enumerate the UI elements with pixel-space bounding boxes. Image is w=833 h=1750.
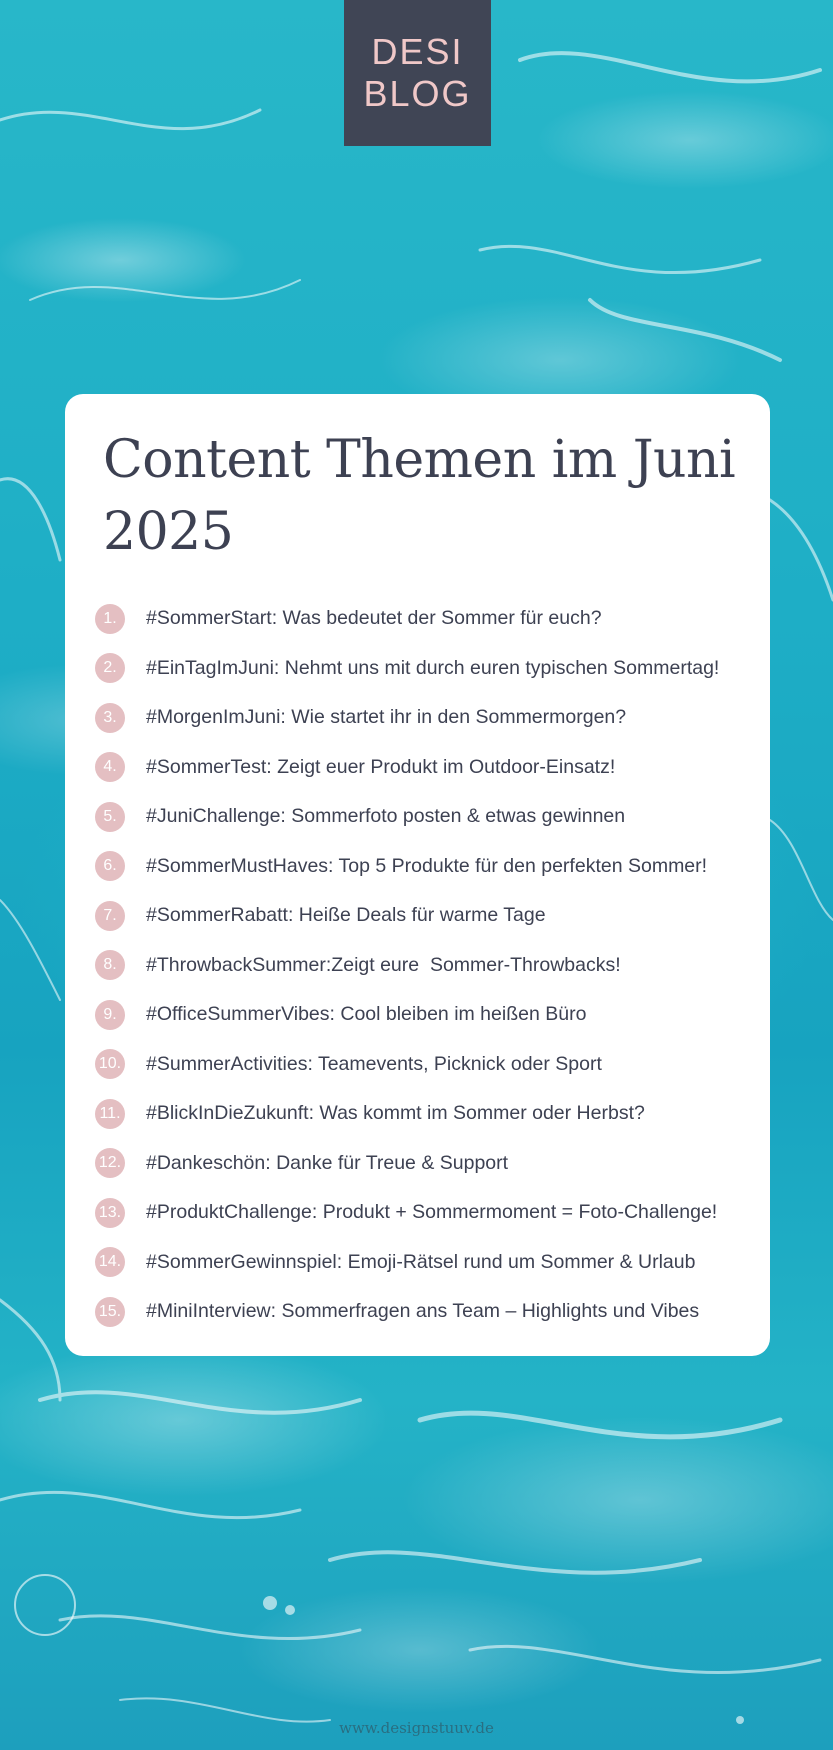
item-number-badge: 4.	[95, 752, 125, 782]
item-number-badge: 13.	[95, 1198, 125, 1228]
item-text: #SummerActivities: Teamevents, Picknick oder Sport	[146, 1052, 602, 1075]
logo-line-2: BLOG	[363, 73, 472, 114]
list-item	[95, 990, 719, 1040]
item-number-badge: 10.	[95, 1049, 125, 1079]
list-item	[95, 1188, 719, 1238]
item-text: #SommerStart: Was bedeutet der Sommer für euch?	[146, 607, 602, 630]
list-item	[95, 792, 719, 842]
list-item	[95, 1238, 719, 1288]
item-text: #EinTagImJuni: Nehmt uns mit durch euren typischen Sommertag!	[146, 656, 720, 679]
card-title: Content Themen im Juni 2025	[103, 430, 736, 562]
footer-url: www.designstuuv.de	[339, 1719, 494, 1737]
item-number-badge: 6.	[95, 851, 125, 881]
item-text: #MorgenImJuni: Wie startet ihr in den Sommermorgen?	[146, 706, 627, 729]
item-number-badge: 12.	[95, 1148, 125, 1178]
item-number-badge: 8.	[95, 950, 125, 980]
item-text: #MiniInterview: Sommerfragen ans Team – Highlights und Vibes	[146, 1300, 700, 1323]
list-item	[95, 1287, 719, 1337]
topic-list	[95, 594, 719, 1337]
item-text: #SommerRabatt: Heiße Deals für warme Tage	[146, 904, 546, 927]
list-item	[95, 842, 719, 892]
item-text: #ThrowbackSummer:Zeigt eure Sommer-Throwbacks!	[146, 953, 621, 976]
item-text: #OfficeSummerVibes: Cool bleiben im heißen Büro	[146, 1003, 587, 1026]
item-number-badge: 9.	[95, 1000, 125, 1030]
item-text: #JuniChallenge: Sommerfoto posten & etwas gewinnen	[146, 805, 626, 828]
item-text: #Dankeschön: Danke für Treue & Support	[146, 1151, 509, 1174]
list-item	[95, 1139, 719, 1189]
logo-line-1: DESI	[371, 31, 464, 72]
item-number-badge: 7.	[95, 901, 125, 931]
item-number-badge: 11.	[95, 1099, 125, 1129]
item-text: #BlickInDieZukunft: Was kommt im Sommer oder Herbst?	[146, 1102, 645, 1125]
list-item	[95, 644, 719, 694]
item-text: #SommerMustHaves: Top 5 Produkte für den perfekten Sommer!	[146, 854, 708, 877]
list-item	[95, 941, 719, 991]
item-number-badge: 15.	[95, 1297, 125, 1327]
item-number-badge: 5.	[95, 802, 125, 832]
list-item	[95, 1040, 719, 1090]
blog-logo	[344, 0, 491, 146]
item-text: #ProduktChallenge: Produkt + Sommermoment = Foto-Challenge!	[146, 1201, 718, 1224]
item-number-badge: 14.	[95, 1247, 125, 1277]
item-number-badge: 2.	[95, 653, 125, 683]
item-number-badge: 1.	[95, 604, 125, 634]
list-item	[95, 1089, 719, 1139]
item-number-badge: 3.	[95, 703, 125, 733]
list-item	[95, 891, 719, 941]
item-text: #SommerTest: Zeigt euer Produkt im Outdoor-Einsatz!	[146, 755, 616, 778]
item-text: #SommerGewinnspiel: Emoji-Rätsel rund um Sommer & Urlaub	[146, 1250, 696, 1273]
list-item	[95, 594, 719, 644]
list-item	[95, 743, 719, 793]
content-card	[65, 394, 770, 1356]
list-item	[95, 693, 719, 743]
